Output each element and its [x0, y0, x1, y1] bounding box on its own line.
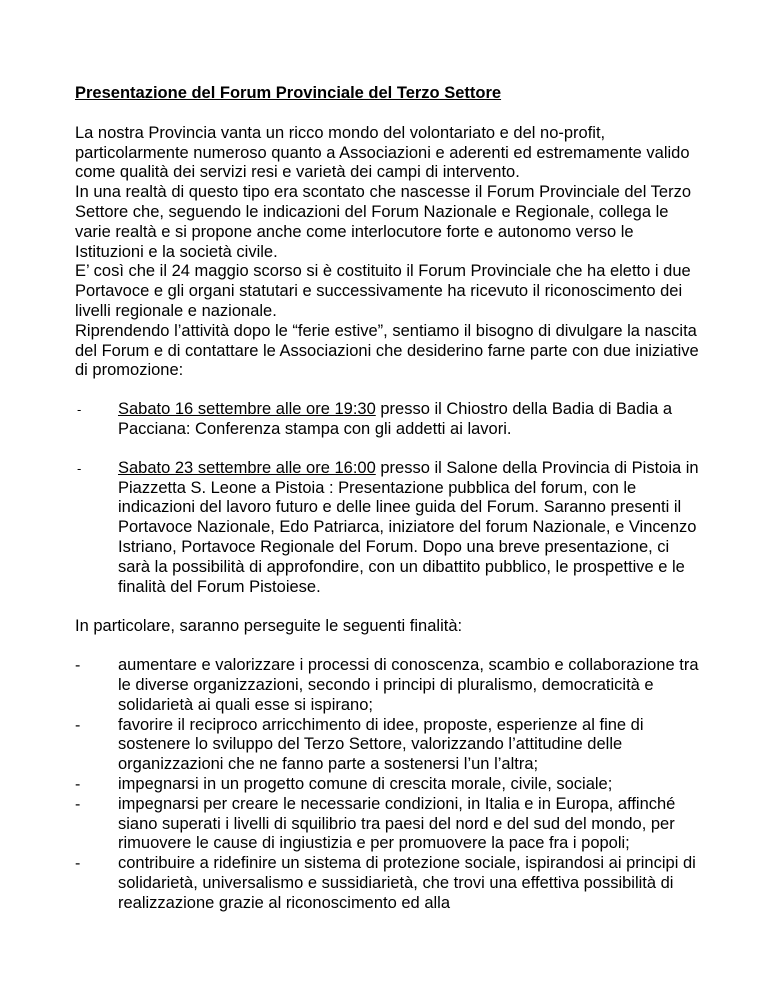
goal-item [75, 854, 705, 913]
event-date: Sabato 23 settembre alle ore 16:00 [118, 458, 376, 477]
goal-item [75, 775, 705, 795]
list-dash: - [77, 460, 82, 476]
goals-intro: In particolare, saranno perseguite le seguenti finalità: [75, 617, 463, 636]
list-dash: - [75, 657, 81, 675]
document-title: Presentazione del Forum Provinciale del Terzo Settore [75, 84, 502, 102]
goal-text: contribuire a ridefinire un sistema di protezione sociale, ispirandosi ai principi di solidarietà, universalismo e sussidiarietà, che trovi una effettiva possibilità di realizzazione grazie al riconoscimento ed alla [118, 854, 696, 912]
event-date: Sabato 16 settembre alle ore 19:30 [118, 400, 376, 419]
intro-paragraph: In una realtà di questo tipo era scontato che nascesse il Forum Provinciale del Terzo Settore che, seguendo le indicazioni del Forum Nazionale e Regionale, collega le varie realtà e si propone anche come interlocutore forte e autonomo verso le Istituzioni e la società civile. [75, 183, 692, 261]
intro-paragraph: E’ così che il 24 maggio scorso si è costituito il Forum Provinciale che ha eletto i due Portavoce e gli organi statutari e successivamente ha ricevuto il riconoscimento dei livelli regionale e nazionale. [75, 262, 691, 320]
goal-text: impegnarsi in un progetto comune di crescita morale, civile, sociale; [118, 774, 613, 793]
list-dash: - [75, 775, 81, 793]
event-description: presso il Salone della Provincia di Pistoia in Piazzetta S. Leone a Pistoia : Presentazione pubblica del forum, con le indicazioni del lavoro futuro e delle linee guida del Forum. Saranno presenti il Portavoce Nazionale, Edo Patriarca, iniziatore del forum Nazionale, e Vincenzo Istriano, Portavoce Regionale del Forum. Dopo una breve presentazione, ci sarà la possibilità di approfondire, con un dibattito pubblico, le prospettive e le finalità del Forum Pistoiese. [118, 458, 699, 596]
goal-item [75, 656, 705, 715]
document-page [75, 84, 705, 913]
goal-text: aumentare e valorizzare i processi di conoscenza, scambio e collaborazione tra le diverse organizzazioni, secondo i principi di pluralismo, democraticità e solidarietà ai quali esse si ispirano; [118, 656, 699, 714]
list-dash: - [75, 716, 81, 734]
events-list [75, 400, 705, 597]
goal-text: favorire il reciproco arricchimento di idee, proposte, esperienze al fine di sostenere lo sviluppo del Terzo Settore, valorizzando l’attitudine delle organizzazioni che ne fanno parte a sostenersi l’un l’altra; [118, 715, 644, 774]
event-item [75, 400, 705, 440]
list-dash: - [75, 795, 81, 813]
intro-paragraph: La nostra Provincia vanta un ricco mondo del volontariato e del no-profit, particolarmente numeroso quanto a Associazioni e aderenti ed estremamente valido come qualità dei servizi resi e varietà dei campi di intervento. [75, 123, 690, 182]
intro-section [75, 124, 705, 381]
event-item [75, 459, 705, 598]
event-description: presso il Chiostro della Badia di Badia a Pacciana: Conferenza stampa con gli addetti ai lavori. [118, 400, 673, 438]
list-dash: - [75, 855, 81, 873]
goals-list [75, 656, 705, 913]
goal-text: impegnarsi per creare le necessarie condizioni, in Italia e in Europa, affinché siano superati i livelli di squilibrio tra paesi del nord e del sud del mondo, per rimuovere le cause di ingiustizia e per promuovere la pace fra i popoli; [118, 794, 676, 853]
intro-paragraph: Riprendendo l’attività dopo le “ferie estive”, sentiamo il bisogno di divulgare la nascita del Forum e di contattare le Associazioni che desiderino farne parte con due iniziative di promozione: [75, 321, 699, 380]
list-dash: - [77, 402, 82, 418]
goal-item [75, 716, 705, 775]
goal-item [75, 795, 705, 854]
